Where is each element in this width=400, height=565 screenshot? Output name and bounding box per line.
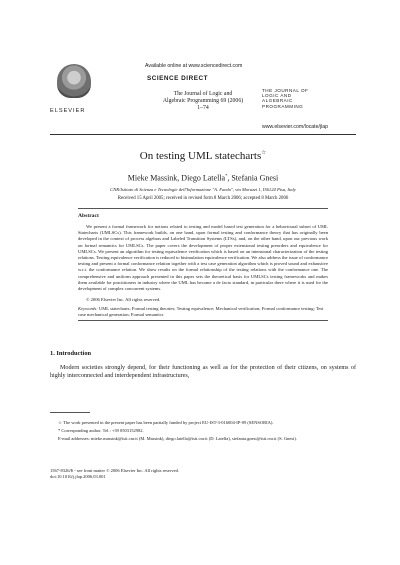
elsevier-tree-logo [54,64,94,104]
copyright-notice: © 2006 Elsevier Inc. All rights reserved. [86,297,161,302]
keywords [78,306,328,318]
paper-title [50,150,356,162]
header-divider [50,134,356,135]
footnote-divider [50,412,90,413]
keywords-list: UML statecharts; Formal testing theories; Testing equivalence; Mechanical verification; Formal conformance testing; Test case mechanical generation; Formal semantics [78,306,324,318]
received-dates: Received 15 April 2005; received in revised form 8 March 2006; accepted 8 March 2006 [117,196,289,201]
journal-logo-line: LOGIC AND [262,93,292,99]
author-list [50,173,356,183]
abstract-heading: Abstract [78,213,99,219]
issn-line: 1567-8326/$ - see front matter © 2006 Elsevier Inc. All rights reserved. [50,468,180,473]
sciencedirect-logo [147,75,208,82]
title-text: On testing UML statecharts [139,150,262,162]
title-footnote-mark[interactable]: ☆ [261,150,267,156]
journal-citation [160,91,246,113]
journal-line-2: Algebraic Programming 69 (2006) 1–74 [162,98,244,112]
journal-url-link[interactable]: www.elsevier.com/locate/jlap [262,124,329,130]
tree-icon [57,64,91,98]
authors-part-2: , Stefania Gnesi [227,173,279,183]
footnote-funding: ☆ The work presented in the present paper has been partially funded by project EU-IST-3-016004-IP-09 (SENSORIA). [58,420,274,425]
journal-logo-line: ALGEBRAIC [262,98,293,104]
doi-link[interactable]: doi:10.1016/j.jlap.2006.03.001 [50,474,106,479]
affiliation: CNR/Istituto di Scienza e Tecnologie dell'Informazione "A. Faedo", via Moruzzi 1, I56124 Pisa, Italy [110,187,296,192]
authors-part-1: Mieke Massink, Diego Latella [127,173,226,183]
journal-logo-line: THE JOURNAL OF [262,88,309,93]
footnote-email-addresses: E-mail addresses: mieke.massink@isti.cnr.it (M. Massink), diego.latella@isti.cnr.it (D. Latella), stefania.gnesi@isti.cnr.it (S. Gnesi). [58,436,298,441]
journal-line-1: The Journal of Logic and [173,91,233,97]
abstract-body: We present a formal framework for notions related to testing and model based test generation for a behavioural subset of UML Statecharts (UMLSCs). This framework builds, on one hand, upon formal testing and conformance theory that has originally been developed in the context of process algebras and Labeled Transition Systems (LTSs), and, on the other hand, upon our previous work on formal semantics for UMLSCs. The paper covers the development of proper extensional testing preorders and equivalence for UMLSCs. We present an algorithm for testing equivalence verification which is based on an intensional characterization of the testing relations. Testing equivalence verification is reduced to bisimulation equivalence verification. We also address the issue of conformance testing and present a formal conformance relation together with a test case generation algorithm which is proved sound and exhaustive w.r.t. the conformance relation. We show results on the formal relationship of the testing relations with the conformance one. The comprehensive and uniform approach presented in this paper sets the theoretical basis for UMLSCs testing frameworks and makes them available for practitioners in industry where the UML has become a de facto standard, in particular there where it is used for the development of complex concurrent systems. [78,224,328,292]
journal-logo-line: PROGRAMMING [262,103,304,109]
abstract-top-rule [78,208,328,209]
introduction-paragraph: Modern societies strongly depend, for their functioning as well as for the protection of their citizens, on systems of highly interconnected and interdependent infrastructures, [50,365,356,380]
abstract-bottom-rule [78,320,328,321]
footnotes [50,420,356,444]
corresponding-author-mark[interactable]: * [225,173,228,178]
section-heading-introduction: 1. Introduction [50,350,92,357]
sciencedirect-text: SCIENCE DIRECT [147,75,208,82]
issn-doi-block [50,468,356,480]
footnote-corresponding-author: * Corresponding author. Tel.: +39 0503152982. [58,428,144,433]
journal-logo [262,88,308,109]
keywords-label: Keywords: [78,306,98,311]
available-online-note: Available online at www.sciencedirect.com [145,63,243,69]
publisher-name: ELSEVIER [50,108,86,114]
